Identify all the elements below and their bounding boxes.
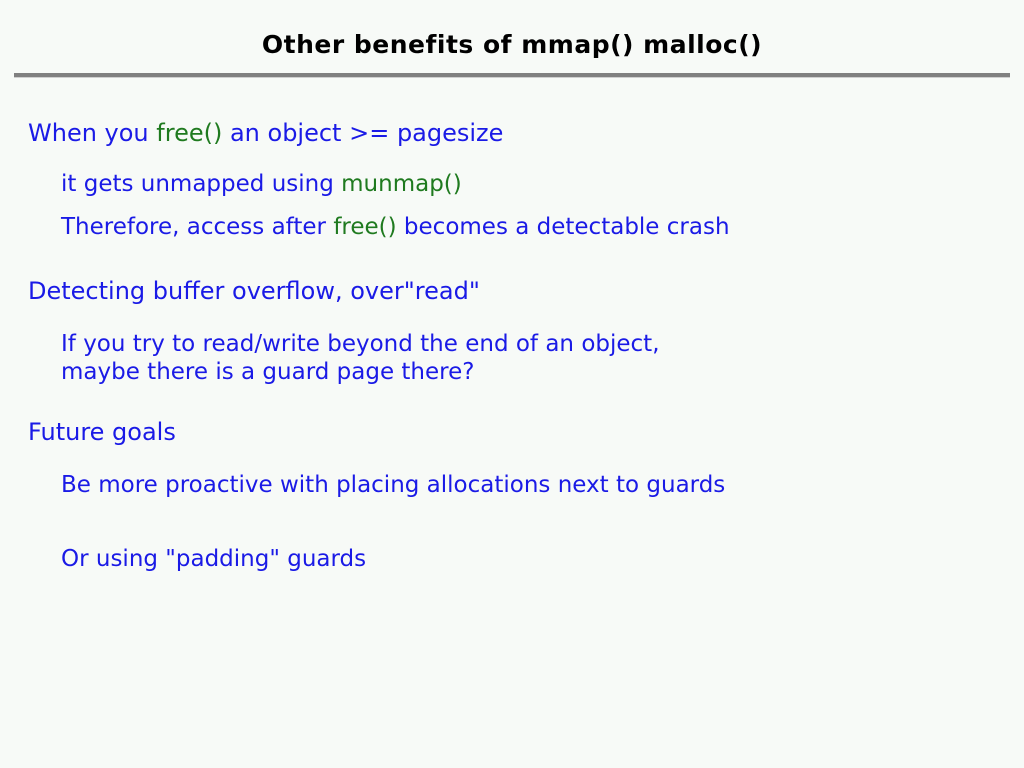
text-segment: maybe there is a guard page there? xyxy=(61,359,475,386)
bullet-detectable-crash xyxy=(61,213,996,242)
text-segment: it gets unmapped using xyxy=(61,171,342,197)
text-segment: When you xyxy=(28,119,157,147)
bullet-padding-guards xyxy=(61,545,996,574)
bullet-beyond-end xyxy=(61,330,996,359)
bullet-future-goals xyxy=(28,417,996,447)
bullet-free-object xyxy=(28,118,996,148)
text-segment: an object >= pagesize xyxy=(222,119,504,147)
bullet-proactive xyxy=(61,471,996,500)
code-segment: free() xyxy=(156,119,223,147)
slide-body xyxy=(0,78,1024,574)
text-segment: If you try to read/write beyond the end of an object, xyxy=(61,330,660,357)
text-segment: Therefore, access after xyxy=(61,213,334,240)
text-segment: Detecting buffer overflow, over"read" xyxy=(28,276,480,305)
bullet-guard-page xyxy=(61,358,996,387)
text-segment: Be more proactive with placing allocations next to guards xyxy=(61,472,726,498)
text-segment: Or using "padding" guards xyxy=(61,545,367,572)
code-segment: free() xyxy=(333,213,397,240)
code-segment: munmap() xyxy=(341,171,462,197)
slide-title: Other benefits of mmap() malloc() xyxy=(261,30,763,59)
bullet-unmapped xyxy=(61,170,996,199)
text-segment: Future goals xyxy=(28,418,176,446)
text-segment: becomes a detectable crash xyxy=(396,213,730,240)
bullet-detecting-overflow xyxy=(28,276,996,306)
